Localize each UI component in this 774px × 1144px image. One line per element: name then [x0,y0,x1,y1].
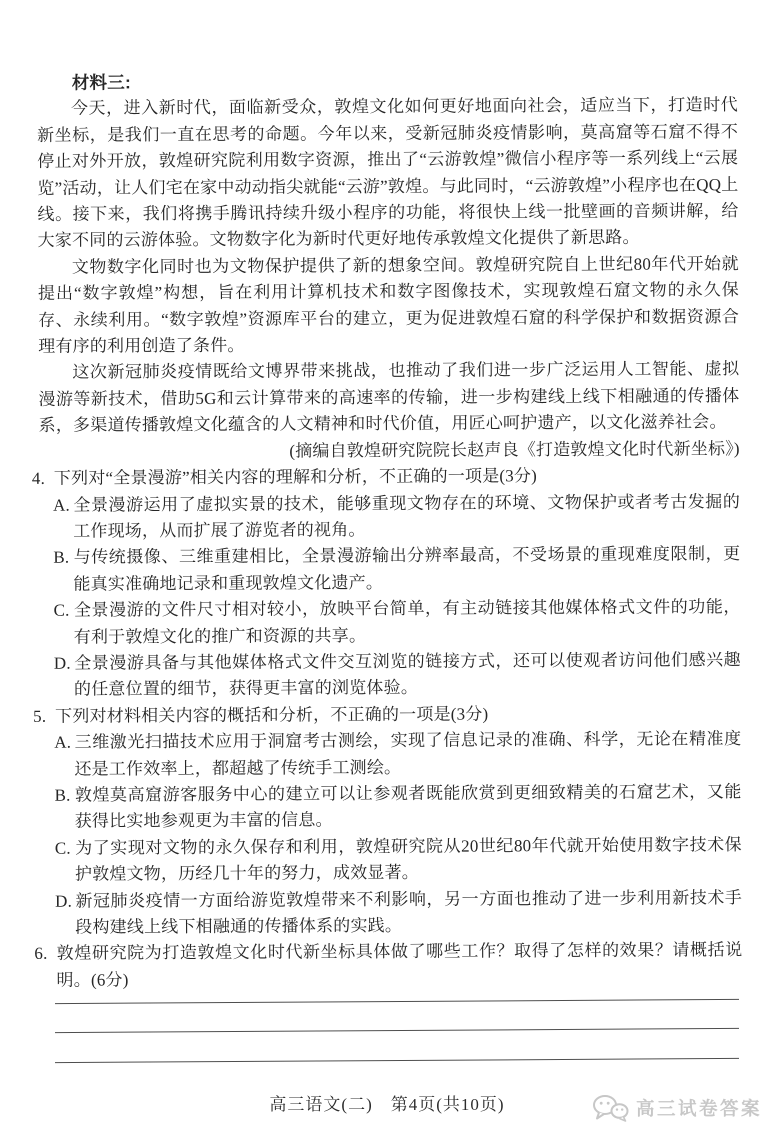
material-paragraph-1: 今天，进入新时代，面临新受众，敦煌文化如何更好地面向社会，适应当下，打造时代新坐标，是我们一直在思考的命题。今年以来，受新冠肺炎疫情影响，莫高窟等石窟不得不停止对外开放，敦煌研究院利用数字资源，推出了“云游敦煌”微信小程序等一系列线上“云展览”活动，让人们宅在家中动动指尖就能“云游”敦煌。与此同时，“云游敦煌”小程序也在QQ上线。接下来，我们将携手腾讯持续升级小程序的功能，将很快上线一批壁画的音频讲解，给大家不同的云游体验。文物数字化为新时代更好地传承敦煌文化提供了新思路。 [37,95,739,251]
question-5-stem [33,700,741,730]
option-b-text: 与传统摄像、三维重建相比，全景漫游输出分辨率最高，不受场景的重现难度限制，更能真实准确地记录和重现敦煌文化遗产。 [73,544,741,594]
question-4-option-c [54,594,741,650]
option-b-text: 敦煌莫高窟游客服务中心的建立可以让参观者既能欣赏到更细致精美的石窟艺术，又能获得比实地参观更为丰富的信息。 [74,782,742,832]
option-a-text: 全景漫游运用了虚拟实景的技术，能够重现文物存在的环境、文物保护或者考古发掘的工作现场，从而扩展了游览者的视角。 [72,491,741,541]
watermark-text: 高三试卷答案 [635,1098,762,1119]
option-d-label: D. [53,653,71,673]
source-attribution: (摘编自敦煌研究院院长赵声良《打造敦煌文化时代新坐标》) [289,438,740,461]
question-5-option-a [54,726,741,782]
question-5 [33,700,742,941]
option-d-label: D. [55,891,73,911]
option-c-text: 全景漫游的文件尺寸相对较小，放映平台简单，有主动链接其他媒体格式文件的功能，有利于敦煌文化的推广和资源的共享。 [73,597,741,647]
question-5-number: 5. [33,706,47,726]
question-4 [32,462,741,703]
material-heading: 材料三: [71,72,132,93]
answer-line-2 [55,1028,739,1033]
option-b-label: B. [54,785,71,805]
question-4-stem [32,462,740,492]
question-6 [34,938,742,995]
material-paragraph-2: 文物数字化同时也为文物保护提供了新的想象空间。敦煌研究院自上世纪80年代开始就提出“数字敦煌”构想，旨在利用计算机技术和数字图像技术，实现敦煌石窟文物的永久保存、永续利用。“数字敦煌”资源库平台的建立，更为促进敦煌石窟的科学保护和数据资源合理有序的利用创造了条件。 [37,253,740,356]
question-6-text: 敦煌研究院为打造敦煌文化时代新坐标具体做了哪些工作？取得了怎样的效果？请概括说明。(6分) [56,940,743,990]
watermark [592,1094,762,1122]
question-4-number: 4. [31,468,46,488]
answer-line-3 [55,1058,739,1063]
option-c-label: C. [54,838,71,858]
question-4-option-d [54,647,741,703]
question-6-stem [34,938,742,995]
answer-line-1 [55,999,739,1004]
material-paragraph-3: 这次新冠肺炎疫情既给文博界带来挑战，也推动了我们进一步广泛运用人工智能、虚拟漫游等新技术，借助5G和云计算带来的高速率的传输，进一步构建线上线下相融通的传播体系，多渠道传播敦煌文化蕴含的人文精神和时代价值，用匠心呵护遗产，以文化滋养社会。 [38,359,740,436]
option-d-text: 新冠肺炎疫情一方面给游览敦煌带来不利影响，另一方面也推动了进一步利用新技术手段构建线上线下相融通的传播体系的实践。 [75,887,743,937]
option-b-label: B. [53,547,70,568]
question-4-text: 下列对“全景漫游”相关内容的理解和分析，不正确的一项是(3分) [53,466,538,488]
option-a-label: A. [54,732,72,752]
question-5-option-b [54,779,741,835]
question-5-option-c [55,832,742,888]
option-a-label: A. [52,495,71,515]
option-a-text: 三维激光扫描技术应用于洞窟考古测绘，实现了信息记录的准确、科学，无论在精准度还是工作效率上，都超越了传统手工测绘。 [74,729,742,779]
wechat-icon [592,1094,629,1122]
question-5-option-d [55,885,742,941]
page-footer: 高三语文(二) 第4页(共10页) [269,1095,505,1114]
question-5-text: 下列对材料相关内容的概括和分析，不正确的一项是(3分) [55,704,489,726]
option-c-label: C. [53,600,70,620]
option-c-text: 为了实现对文物的永久保存和利用，敦煌研究院从20世纪80年代就开始使用数字技术保护敦煌文物，历经几十年的努力，成效显著。 [74,834,742,884]
option-d-text: 全景漫游具备与其他媒体格式文件交互浏览的链接方式，还可以使观者访问他们感兴趣的任意位置的细节，获得更丰富的浏览体验。 [73,650,741,699]
question-6-number: 6. [34,944,48,964]
question-4-option-a [53,489,740,545]
question-4-option-b [53,541,740,597]
